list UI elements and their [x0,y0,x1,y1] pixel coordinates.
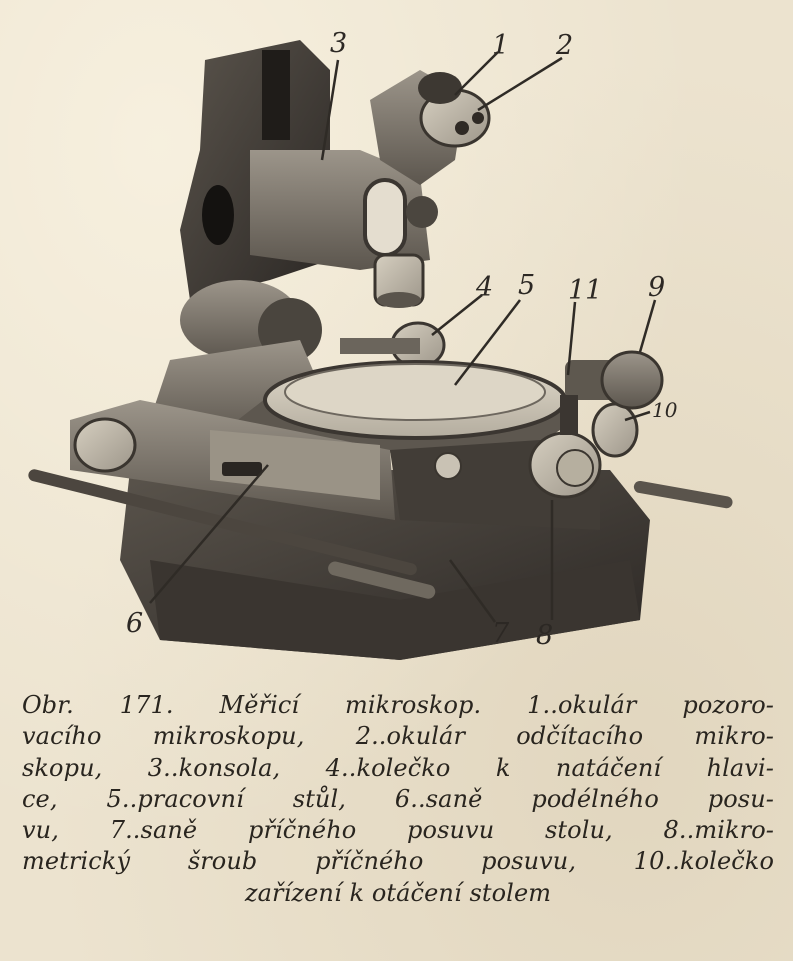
callout-7: 7 [492,618,510,649]
callout-8: 8 [536,620,554,651]
caption-line: zařízení k otáčení stolem [244,878,552,907]
console-knob [406,196,438,228]
column-window [202,185,234,245]
caption-line: metrický šroub příčného posuvu, 10..kolečko [22,847,774,876]
wheel-shaft [340,338,420,354]
callout-2: 2 [556,30,574,61]
caption-line: vacího mikroskopu, 2..okulár odčítacího mikro- [22,722,774,751]
column-11 [560,395,578,435]
cross-slide-knob [435,453,461,479]
eyepiece-dot-b [472,112,484,124]
callout-6: 6 [126,608,144,639]
table-rotation-wheel [593,404,637,456]
callout-1: 1 [492,30,510,61]
caption-line: Obr. 171. Měřicí mikroskop. 1..okulár pozoro- [22,691,774,719]
slide-slot [222,462,262,476]
micrometer-thimble [557,450,593,486]
callout-5: 5 [518,270,536,301]
work-table-top [285,364,545,420]
figure-caption [22,690,774,909]
column-slot [262,50,290,140]
callout-3: 3 [330,28,348,59]
caption-line: ce, 5..pracovní stůl, 6..saně podélného posu- [22,784,774,813]
callout-10: 10 [652,398,678,422]
caption-line: skopu, 3..konsola, 4..kolečko k natáčení hlavi- [22,753,774,782]
callout-4: 4 [476,272,494,303]
rod-right [633,480,734,509]
console-plate [365,180,405,255]
eyepiece-dot-a [455,121,469,135]
caption-line: vu, 7..saně příčného posuvu stolu, 8..mikro- [22,816,774,845]
callout-9: 9 [648,272,666,303]
callout-11: 11 [568,275,603,306]
objective-lens [377,292,421,308]
eyepiece-observation [418,72,462,104]
left-knob [75,419,135,471]
